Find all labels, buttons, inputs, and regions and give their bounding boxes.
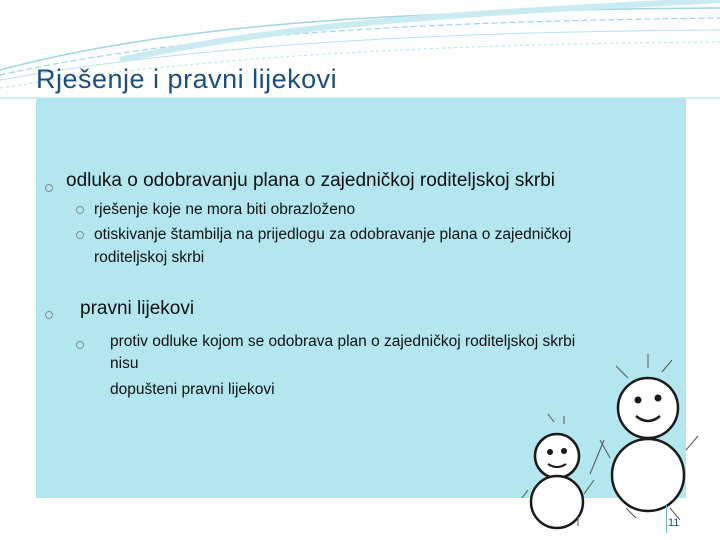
slide-title: Rješenje i pravni lijekovi bbox=[36, 64, 338, 94]
list-item-remedies: pravni lijekovi bbox=[80, 298, 195, 319]
sub-item-decision-1: rješenje koje ne mora biti obrazloženo bbox=[94, 201, 356, 218]
sub-item-decision-2-cont: roditeljskoj skrbi bbox=[94, 249, 205, 266]
page-number: 11 bbox=[668, 517, 680, 529]
bullet-icon bbox=[76, 341, 84, 349]
page-number-divider bbox=[666, 505, 667, 533]
sub-item-remedies-1: protiv odluke kojom se odobrava plan o zajedničkoj roditeljskoj skrbi bbox=[110, 333, 576, 350]
bullet-icon bbox=[76, 231, 84, 239]
bullet-icon bbox=[76, 206, 84, 214]
bullet-icon bbox=[45, 311, 53, 319]
stick-figure-drawing bbox=[500, 340, 720, 540]
sub-item-remedies-1-cont2: dopušteni pravni lijekovi bbox=[110, 381, 275, 398]
list-item-decision: odluka o odobravanju plana o zajedničkoj roditeljskoj skrbi bbox=[66, 170, 556, 191]
bullet-icon bbox=[45, 184, 53, 192]
sub-item-decision-2: otiskivanje štambilja na prijedlogu za odobravanje plana o zajedničkoj bbox=[94, 226, 572, 243]
sub-item-remedies-1-cont: nisu bbox=[110, 355, 139, 372]
